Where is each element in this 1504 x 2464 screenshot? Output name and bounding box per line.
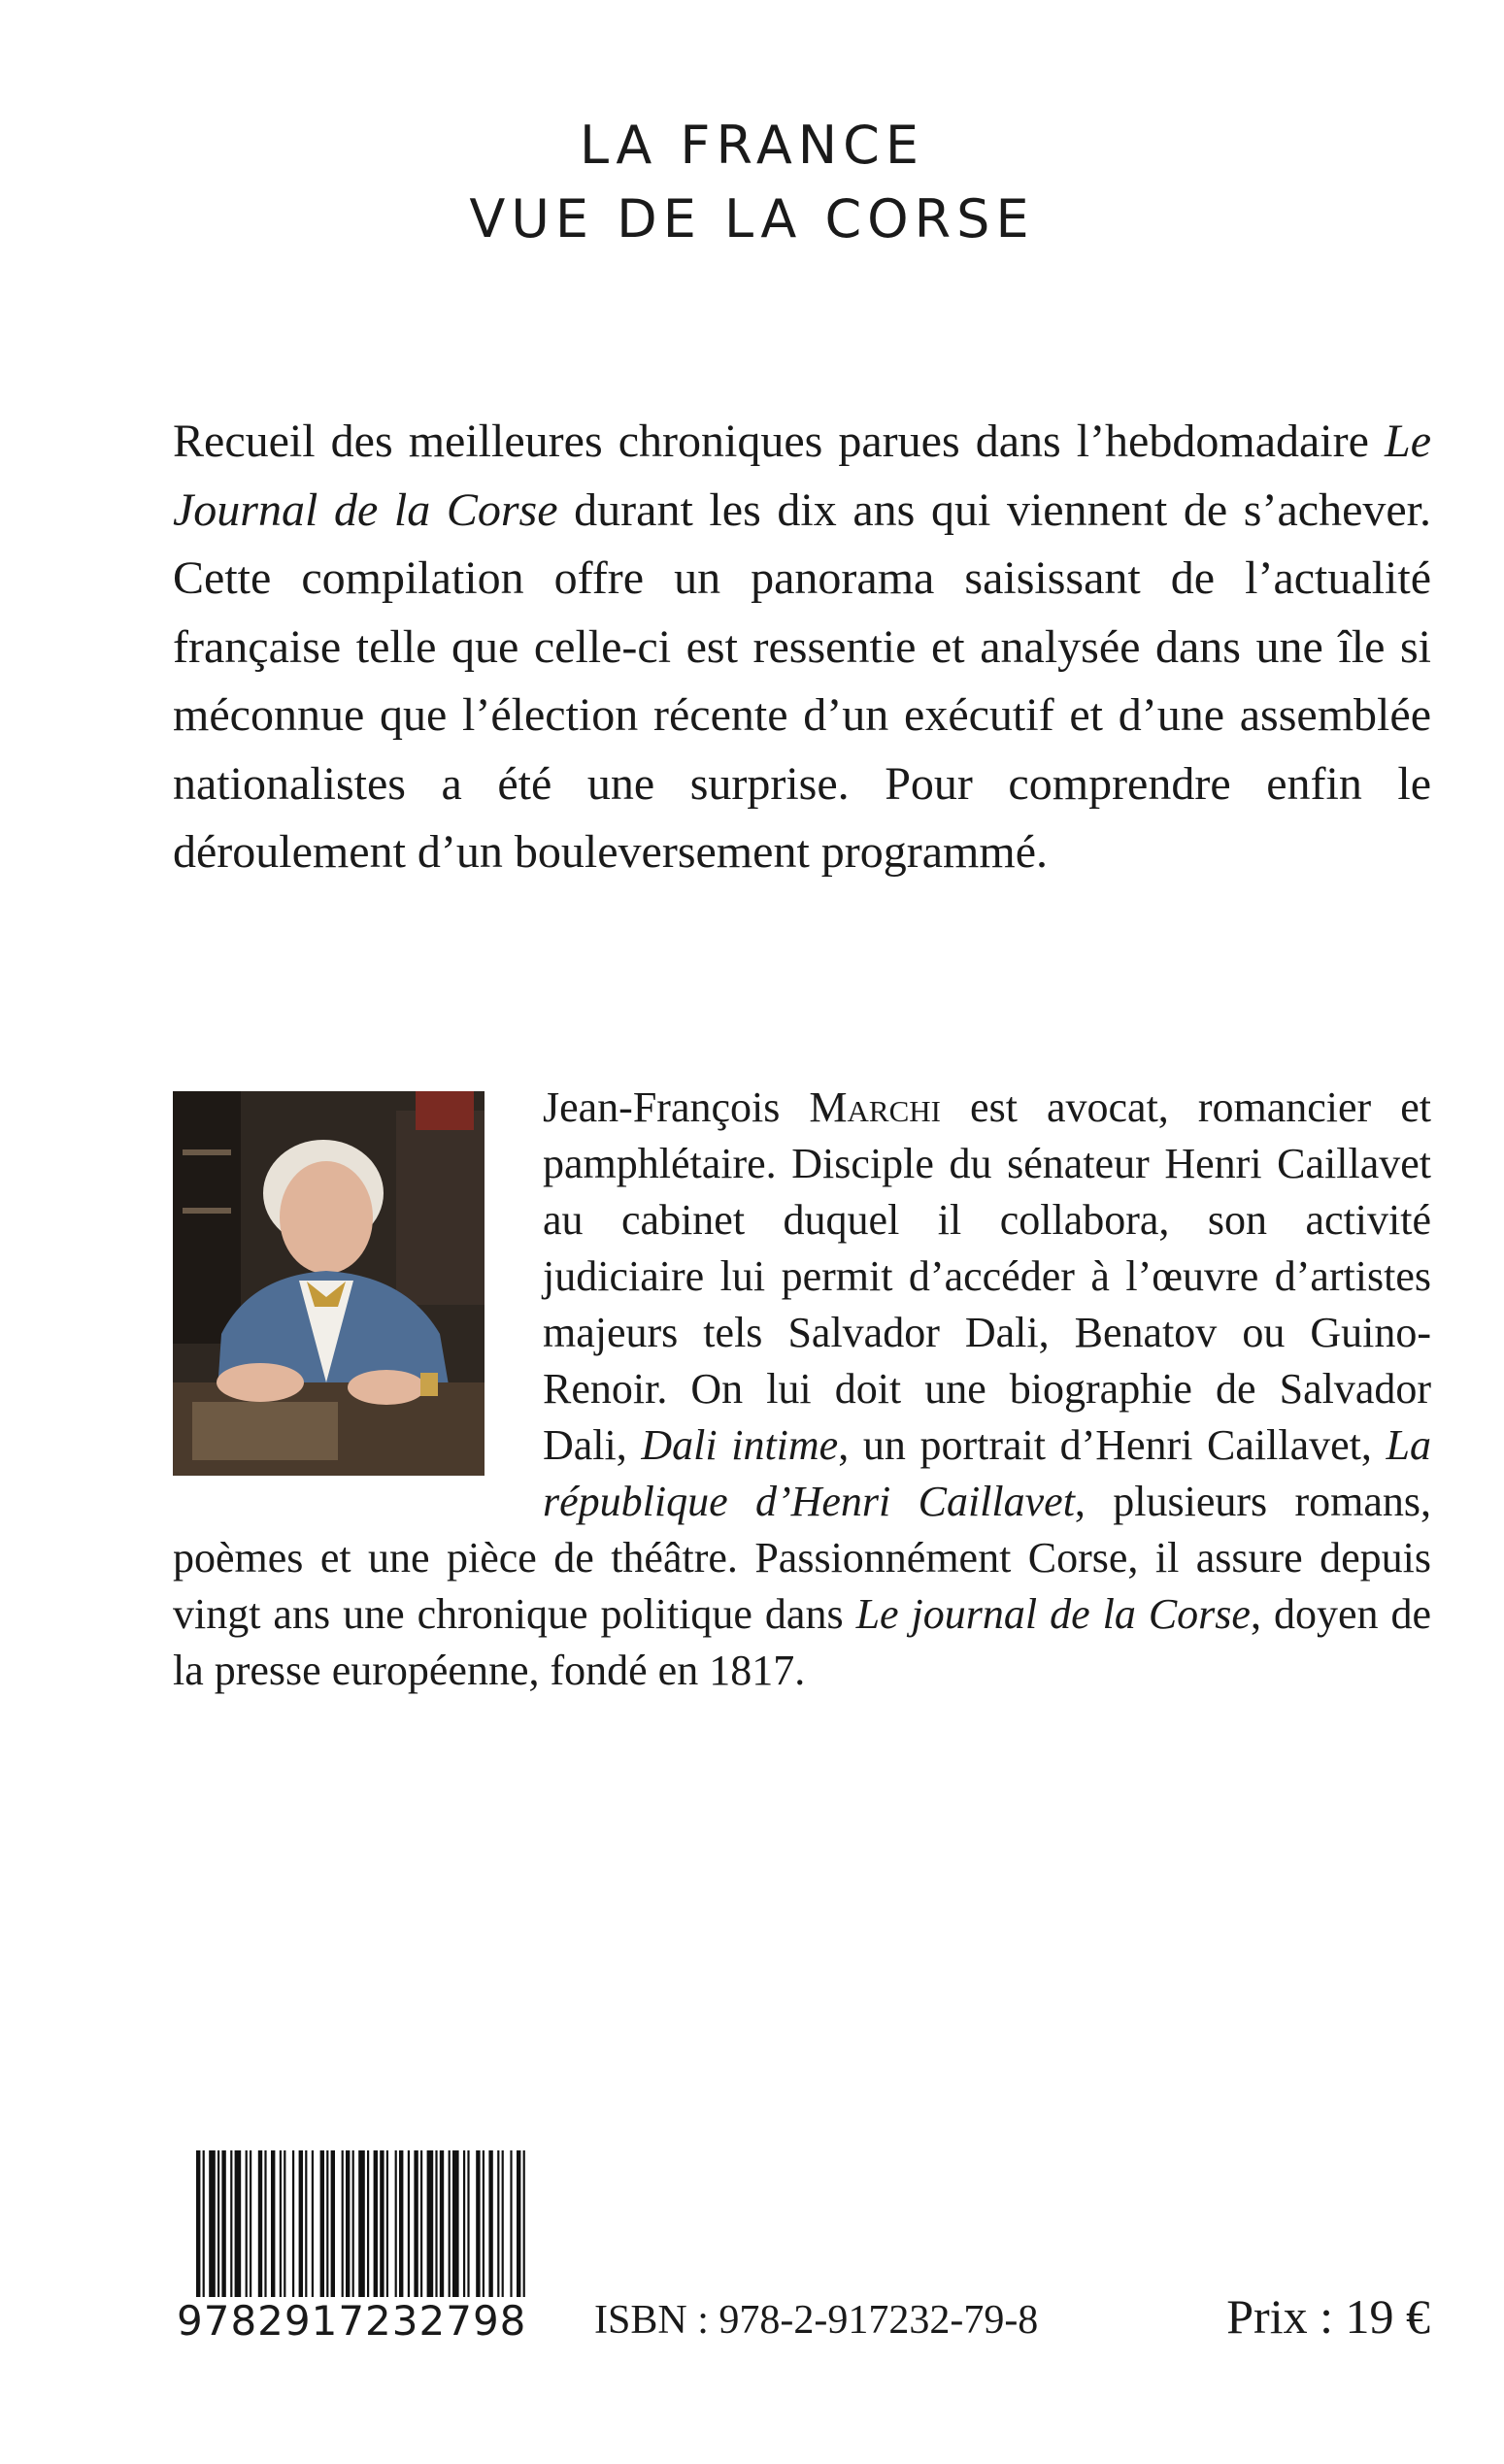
isbn-number: ISBN : 978-2-917232-79-8: [594, 2298, 1039, 2343]
book-title-dali-intime: Dali intime: [641, 1421, 839, 1469]
author-last-name: Marchi: [809, 1083, 941, 1131]
barcode-digits: 9782917232798: [177, 2297, 527, 2345]
price: Prix : 19 €: [1226, 2289, 1430, 2344]
author-first-name: Jean-François: [543, 1083, 810, 1131]
title-line-2: VUE DE LA CORSE: [469, 188, 1035, 250]
title-line-1: LA FRANCE: [580, 115, 924, 176]
bio-text-1: est avocat, romancier et pamphlétaire. Disciple du sénateur Henri Caillavet au cabinet duquel il collabora, son activité judiciaire lui permit d’accéder à l’œuvre d’artistes majeurs tels Salvador Dali, Benatov ou Guino-Renoir. On lui doit une biographie de Salvador Dali,: [543, 1083, 1431, 1469]
summary-journal-title: Le Journal de la Corse: [173, 416, 1431, 536]
bio-text-2: , un portrait d’Henri Caillavet,: [838, 1421, 1387, 1469]
summary-text-1: Recueil des meilleures chroniques parues dans l’hebdomadaire: [173, 416, 1385, 467]
author-photo: [173, 1091, 485, 1476]
author-bio: [173, 1080, 1431, 1699]
bio-text-3: , plusieurs romans, poèmes et une pièce de théâtre. Passionnément Corse, il assure depuis vingt ans une chronique politique dans: [173, 1478, 1431, 1638]
book-summary: [173, 408, 1431, 887]
summary-text-2: durant les dix ans qui viennent de s’achever. Cette compilation offre un panorama saisissant de l’actualité française telle que celle-ci est ressentie et analysée dans une île si méconnue que l’élection récente d’un exécutif et d’une assemblée nationalistes a été une surprise. Pour comprendre enfin le déroulement d’un bouleversement programmé.: [173, 483, 1432, 878]
bio-text-4: , doyen de la presse européenne, fondé en 1817.: [173, 1590, 1431, 1694]
book-title-republique: La république d’Henri Caillavet: [543, 1421, 1431, 1525]
book-title: [0, 109, 1504, 256]
bio-journal-title: Le journal de la Corse: [855, 1590, 1251, 1638]
author-photo-illustration: [173, 1091, 485, 1476]
